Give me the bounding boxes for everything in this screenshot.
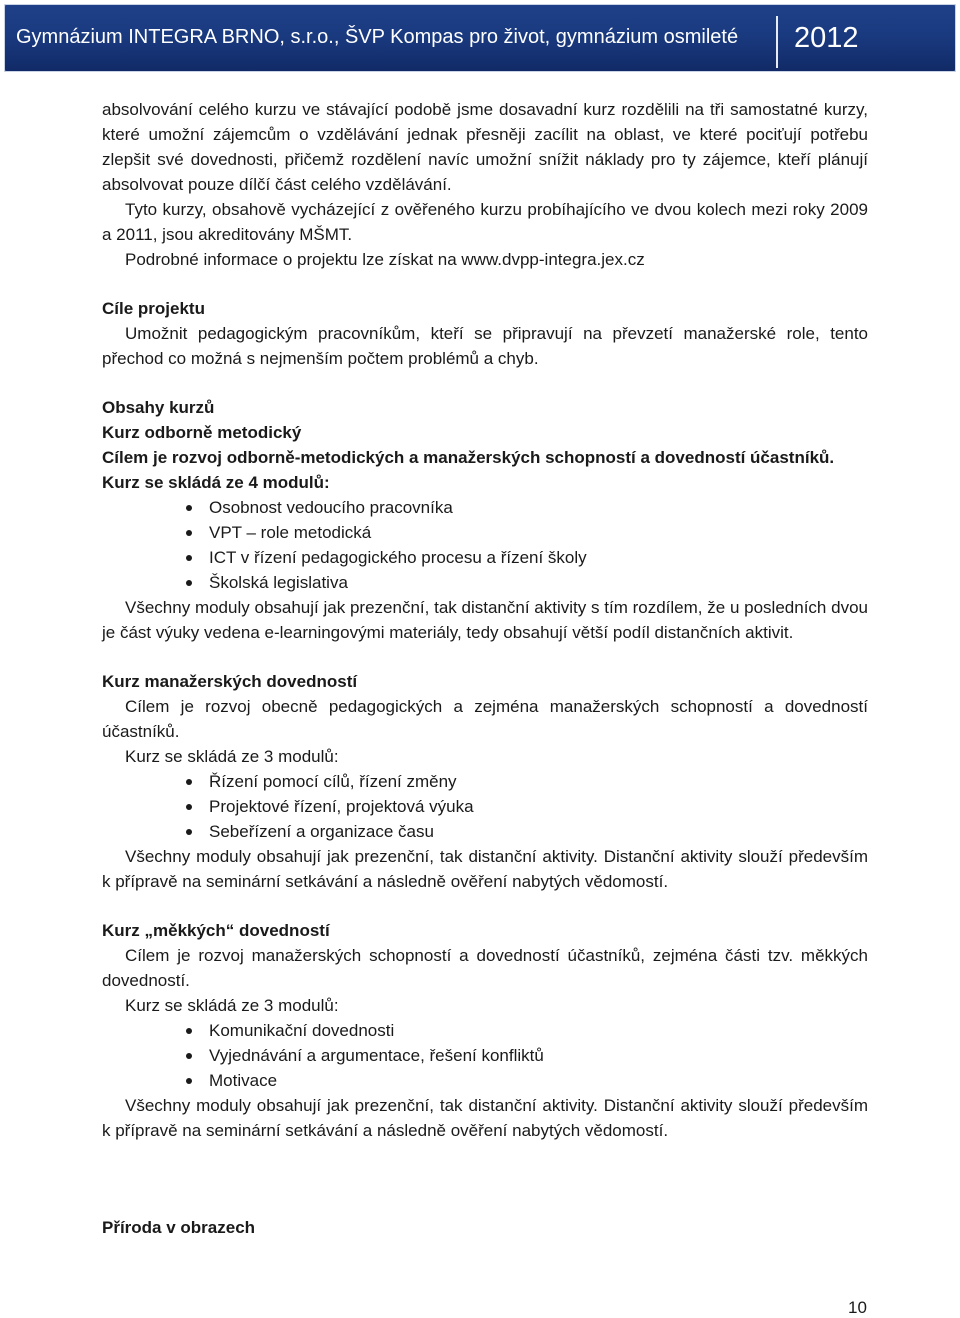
course3-modules-label: Kurz se skládá ze 3 modulů: xyxy=(125,996,339,1015)
header-divider xyxy=(776,16,778,68)
course1-note: Všechny moduly obsahují jak prezenční, tak distanční aktivity s tím rozdílem, že u posledních dvou je část výuky vedena e-learningovými materiály, tedy obsahují větší podíl distančních aktivit. xyxy=(102,598,868,642)
spacer xyxy=(102,1167,868,1191)
list-item: Projektové řízení, projektová výuka xyxy=(102,794,868,819)
course2-module-list xyxy=(102,769,868,844)
course1-module-list xyxy=(102,495,868,595)
spacer xyxy=(102,1143,868,1167)
course3-note: Všechny moduly obsahují jak prezenční, tak distanční aktivity. Distanční aktivity slouží především k přípravě na seminární setkávání a následně ověření nabytých vědomostí. xyxy=(102,1096,868,1140)
course1-modules-label: Kurz se skládá ze 4 modulů: xyxy=(102,473,330,492)
spacer xyxy=(102,894,868,918)
course1-heading: Kurz odborně metodický xyxy=(102,423,302,442)
list-item: Sebeřízení a organizace času xyxy=(102,819,868,844)
page-header xyxy=(0,0,960,76)
course1-aim: Cílem je rozvoj odborně-metodických a manažerských schopností a dovedností účastníků. xyxy=(102,448,835,467)
page-number: 10 xyxy=(848,1298,867,1317)
intro-paragraph: absolvování celého kurzu ve stávající podobě jsme dosavadní kurz rozdělili na tři samostatné kurzy, které umožní zájemcům o vzdělávání jednak přesněji zacílit na oblast, ve které pociťují potřebu zlepšit své dovednosti, přičemž rozdělení navíc umožní snížit náklady pro ty zájemce, kteří plánují absolvovat pouze dílčí část celého vzdělávání. xyxy=(102,100,868,194)
spacer xyxy=(102,1191,868,1215)
header-bar xyxy=(4,4,956,72)
spacer xyxy=(102,272,868,296)
project-info-paragraph: Podrobné informace o projektu lze získat na www.dvpp-integra.jex.cz xyxy=(125,250,645,269)
list-item: VPT – role metodická xyxy=(102,520,868,545)
list-item: Motivace xyxy=(102,1068,868,1093)
course-contents-heading: Obsahy kurzů xyxy=(102,398,215,417)
nature-section-heading: Příroda v obrazech xyxy=(102,1218,256,1237)
list-item: Komunikační dovednosti xyxy=(102,1018,868,1043)
course2-heading: Kurz manažerských dovedností xyxy=(102,672,358,691)
spacer xyxy=(102,645,868,669)
course2-aim: Cílem je rozvoj obecně pedagogických a zejména manažerských schopností a dovedností účastníků. xyxy=(102,697,868,741)
spacer xyxy=(102,371,868,395)
list-item: Řízení pomocí cílů, řízení změny xyxy=(102,769,868,794)
course3-heading: Kurz „měkkých“ dovedností xyxy=(102,921,330,940)
header-title: Gymnázium INTEGRA BRNO, s.r.o., ŠVP Kompas pro život, gymnázium osmileté xyxy=(16,26,739,48)
list-item: ICT v řízení pedagogického procesu a řízení školy xyxy=(102,545,868,570)
list-item: Osobnost vedoucího pracovníka xyxy=(102,495,868,520)
accreditation-paragraph: Tyto kurzy, obsahově vycházející z ověřeného kurzu probíhajícího ve dvou kolech mezi roky 2009 a 2011, jsou akreditovány MŠMT. xyxy=(102,200,868,244)
document-body xyxy=(102,97,868,1240)
header-year: 2012 xyxy=(794,22,859,54)
goals-heading: Cíle projektu xyxy=(102,299,205,318)
course3-aim: Cílem je rozvoj manažerských schopností a dovedností účastníků, zejména části tzv. měkkých dovedností. xyxy=(102,946,868,990)
goals-text: Umožnit pedagogickým pracovníkům, kteří se připravují na převzetí manažerské role, tento přechod co možná s nejmenším počtem problémů a chyb. xyxy=(102,324,868,368)
list-item: Školská legislativa xyxy=(102,570,868,595)
course2-modules-label: Kurz se skládá ze 3 modulů: xyxy=(125,747,339,766)
course3-module-list xyxy=(102,1018,868,1093)
list-item: Vyjednávání a argumentace, řešení konfliktů xyxy=(102,1043,868,1068)
course2-note: Všechny moduly obsahují jak prezenční, tak distanční aktivity. Distanční aktivity slouží především k přípravě na seminární setkávání a následně ověření nabytých vědomostí. xyxy=(102,847,868,891)
